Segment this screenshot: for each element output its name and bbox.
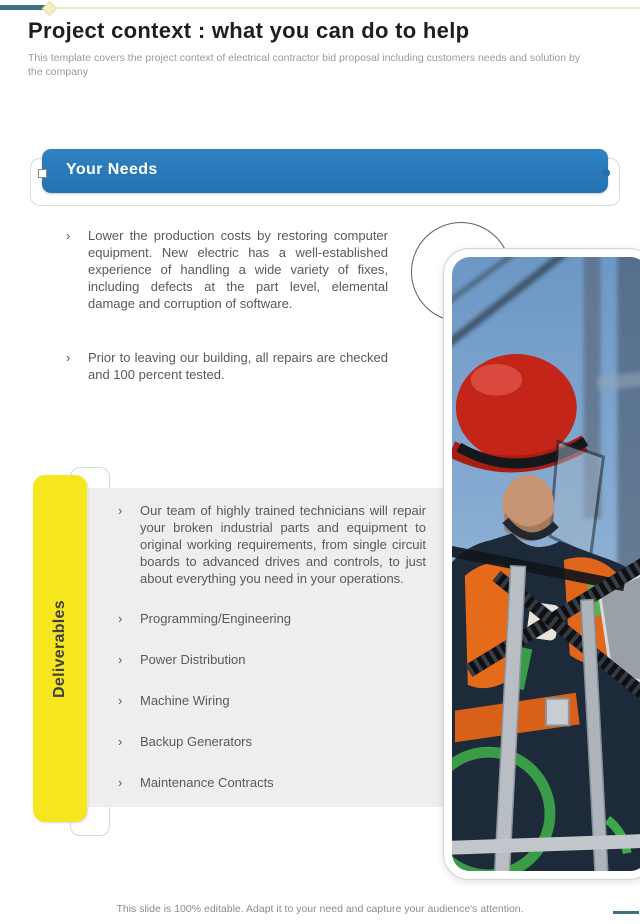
chevron-bullet-icon: › [118, 611, 123, 627]
page-title: Project context : what you can do to help [28, 18, 470, 43]
electrical-worker-photo [452, 257, 640, 871]
list-item-text: Programming/Engineering [140, 611, 292, 627]
list-item [118, 775, 426, 792]
deliverables-tab [33, 475, 87, 822]
bottom-accent-line [613, 911, 639, 914]
page-subtitle: This template covers the project context of electrical contractor bid proposal including customers needs and solution by the company [28, 52, 581, 79]
list-item [118, 652, 426, 669]
chevron-bullet-icon: › [118, 775, 123, 791]
list-item [118, 611, 426, 628]
divider-diamond-icon [42, 1, 58, 17]
your-needs-list [66, 228, 388, 416]
list-item-text: Backup Generators [140, 734, 253, 750]
selection-handle-circle-icon [602, 169, 610, 177]
list-item-text: Lower the production costs by restoring computer equipment. New electric has a well-established experience of handling a wide variety of fixes, including defects at the part level, elemental damage and corruption of software. [88, 228, 388, 311]
chevron-bullet-icon: › [118, 693, 123, 709]
list-item-text: Power Distribution [140, 652, 246, 668]
list-item-text: Prior to leaving our building, all repairs are checked and 100 percent tested. [88, 350, 388, 383]
list-item [66, 350, 388, 384]
deliverables-heading: Deliverables [51, 599, 69, 698]
top-accent-line-cream [48, 7, 640, 9]
selection-handle-square-icon [38, 169, 47, 178]
deliverables-list [118, 503, 426, 816]
list-item [66, 228, 388, 312]
footer-note: This slide is 100% editable. Adapt it to your need and capture your audience's attention. [116, 903, 524, 915]
top-accent-line-teal [0, 5, 46, 10]
list-item [118, 693, 426, 710]
list-item [118, 503, 426, 587]
chevron-bullet-icon: › [66, 350, 71, 366]
your-needs-heading: Your Needs [66, 161, 158, 178]
chevron-bullet-icon: › [118, 503, 123, 518]
photo-card [443, 248, 640, 880]
list-item [118, 734, 426, 751]
chevron-bullet-icon: › [66, 228, 71, 243]
list-item-text: Machine Wiring [140, 693, 230, 709]
list-item-text: Maintenance Contracts [140, 775, 274, 791]
list-item-text: Our team of highly trained technicians will repair your broken industrial parts and equipment to original working requirements, from single circuit boards to advanced drives and controls, to just about everything you need in your operations. [140, 503, 426, 586]
chevron-bullet-icon: › [118, 652, 123, 668]
your-needs-banner [42, 149, 608, 193]
chevron-bullet-icon: › [118, 734, 123, 750]
